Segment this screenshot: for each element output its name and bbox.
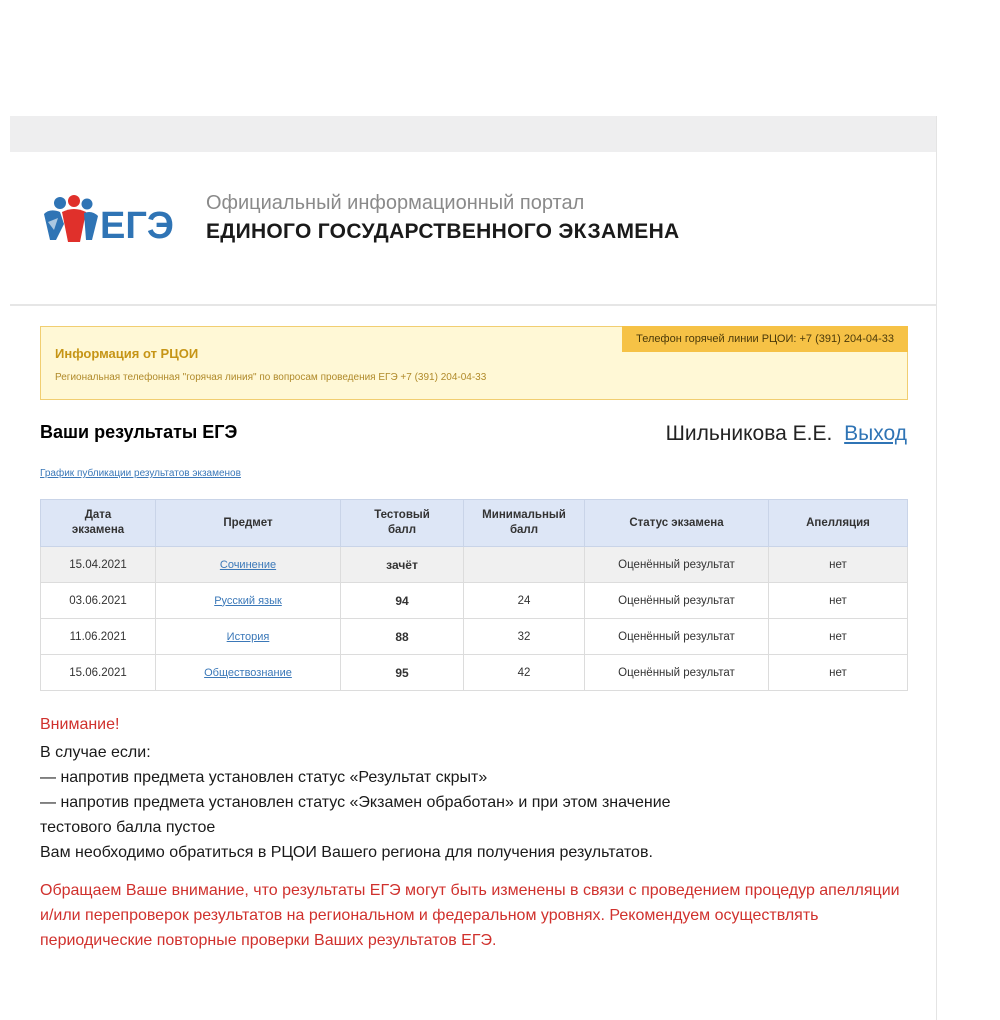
results-table <box>40 499 908 691</box>
cell-status: Оценённый результат <box>585 583 769 619</box>
cell-status: Оценённый результат <box>585 655 769 691</box>
subject-link[interactable]: Обществознание <box>204 666 292 679</box>
cell-subject <box>156 583 341 619</box>
cell-appeal: нет <box>769 583 908 619</box>
table-header-row <box>41 500 908 547</box>
cell-subject <box>156 547 341 583</box>
cell-date: 15.06.2021 <box>41 655 156 691</box>
table-row <box>41 583 908 619</box>
cell-score: 94 <box>341 583 464 619</box>
cell-appeal: нет <box>769 619 908 655</box>
cell-date: 15.04.2021 <box>41 547 156 583</box>
notice-block <box>40 740 900 865</box>
subject-link[interactable]: Русский язык <box>214 594 282 607</box>
table-row <box>41 547 908 583</box>
warning-text: Обращаем Ваше внимание, что результаты ЕГЭ могут быть изменены в связи с проведением процедур апелляции и/или перепроверок результатов на региональном и федеральном уровнях. Рекомендуем осуществлять периодические повторные проверки Ваших результатов ЕГЭ. <box>40 882 900 949</box>
ege-logo[interactable] <box>40 194 190 246</box>
portal-subtitle: Официальный информационный портал <box>206 192 585 214</box>
cell-status: Оценённый результат <box>585 547 769 583</box>
notice-line: — напротив предмета установлен статус «Экзамен обработан» и при этом значение <box>40 794 671 811</box>
col-header-appeal: Апелляция <box>769 500 908 547</box>
notice-line: — напротив предмета установлен статус «Результат скрыт» <box>40 769 488 786</box>
info-title: Информация от РЦОИ <box>55 346 199 361</box>
notice-line: В случае если: <box>40 744 151 761</box>
info-text: Региональная телефонная "горячая линия" по вопросам проведения ЕГЭ +7 (391) 204-04-33 <box>55 372 487 383</box>
cell-date: 11.06.2021 <box>41 619 156 655</box>
cell-appeal: нет <box>769 547 908 583</box>
subject-link[interactable]: История <box>226 630 270 643</box>
attention-heading: Внимание! <box>40 716 120 733</box>
portal-title: ЕДИНОГО ГОСУДАРСТВЕННОГО ЭКЗАМЕНА <box>206 220 680 243</box>
subject-link[interactable]: Сочинение <box>219 558 277 571</box>
hotline-badge: Телефон горячей линии РЦОИ: +7 (391) 204-04-33 <box>622 326 908 352</box>
col-header-subject: Предмет <box>156 500 341 547</box>
cell-min-score: 32 <box>464 619 585 655</box>
table-row <box>41 655 908 691</box>
cell-min-score <box>464 547 585 583</box>
cell-score: зачёт <box>341 547 464 583</box>
user-name: Шильникова Е.Е. <box>665 422 833 445</box>
cell-min-score: 24 <box>464 583 585 619</box>
cell-status: Оценённый результат <box>585 619 769 655</box>
page-border <box>936 116 937 1020</box>
col-header-date: Дата экзамена <box>41 500 156 547</box>
cell-date: 03.06.2021 <box>41 583 156 619</box>
cell-subject <box>156 619 341 655</box>
notice-line: тестового балла пустое <box>40 819 216 836</box>
logo-text: ЕГЭ <box>100 205 174 246</box>
logout-link[interactable]: Выход <box>844 422 907 445</box>
cell-subject <box>156 655 341 691</box>
page-title: Ваши результаты ЕГЭ <box>40 422 238 442</box>
cell-score: 88 <box>341 619 464 655</box>
col-header-score: Тестовый балл <box>341 500 464 547</box>
info-box <box>40 326 908 400</box>
cell-score: 95 <box>341 655 464 691</box>
col-header-min: Минимальный балл <box>464 500 585 547</box>
top-band <box>10 116 937 152</box>
col-header-status: Статус экзамена <box>585 500 769 547</box>
cell-appeal: нет <box>769 655 908 691</box>
schedule-link[interactable]: График публикации результатов экзаменов <box>40 468 241 479</box>
user-block <box>666 422 907 446</box>
portal-header <box>10 152 936 306</box>
notice-line: Вам необходимо обратиться в РЦОИ Вашего региона для получения результатов. <box>40 844 653 861</box>
table-row <box>41 619 908 655</box>
cell-min-score: 42 <box>464 655 585 691</box>
